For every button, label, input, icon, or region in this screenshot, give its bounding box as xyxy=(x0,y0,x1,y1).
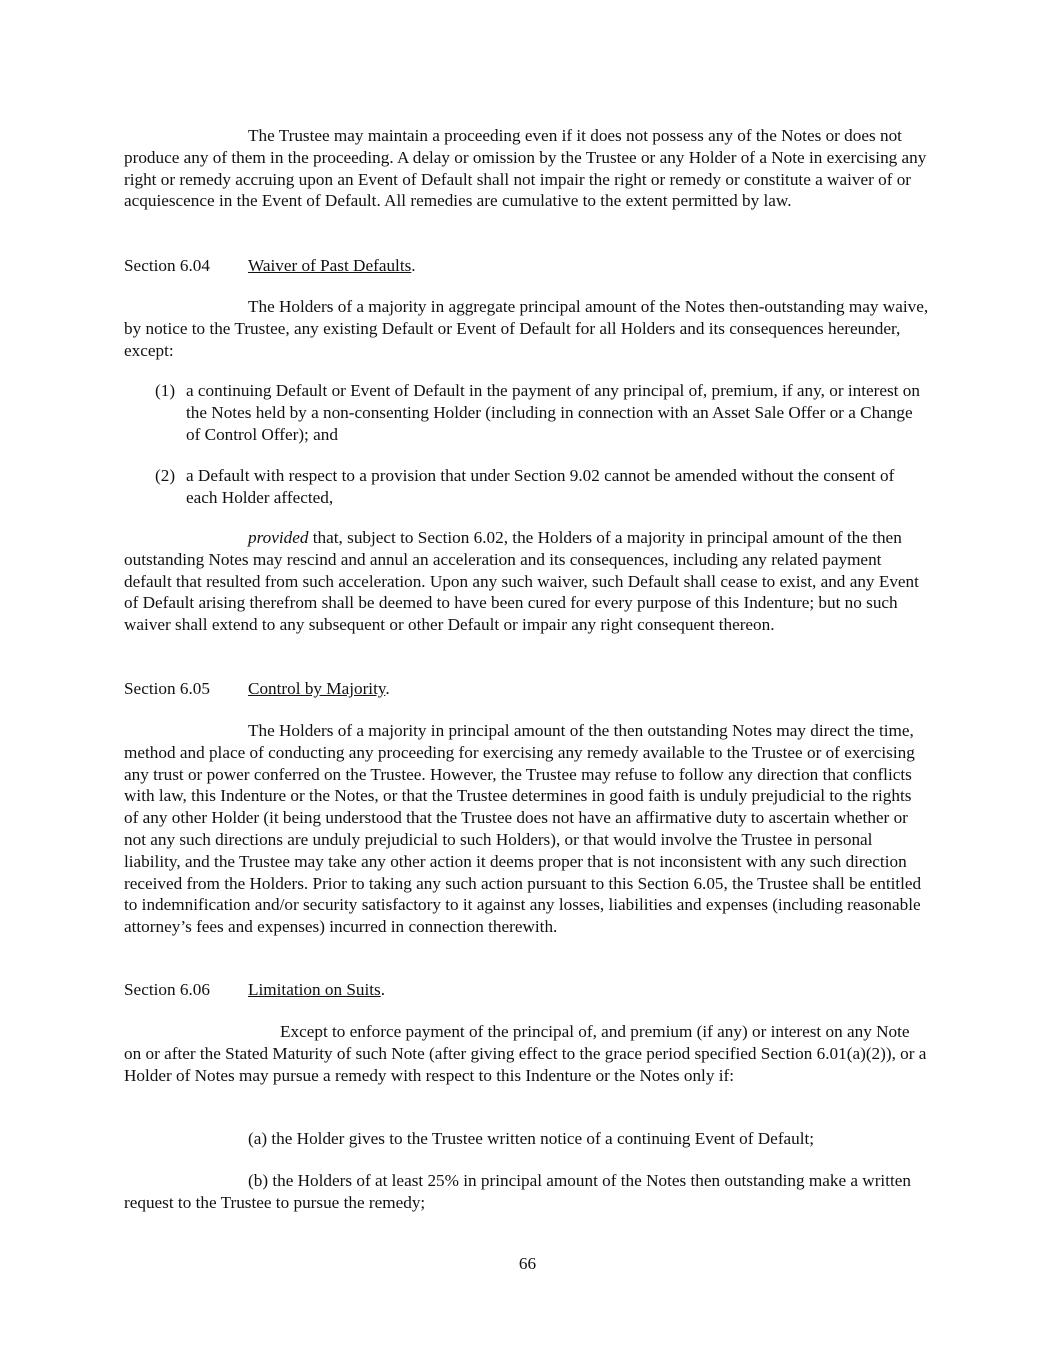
list-marker: (2) xyxy=(155,466,176,485)
section-title: Limitation on Suits xyxy=(248,980,381,999)
paragraph-control-body: The Holders of a majority in principal amount of the then outstanding Notes may direct the time, method and place of conducting any proceeding for exercising any remedy available to the Trustee or of exercising any trust or power conferred on the Trustee. However, the Trustee may refuse to follow any direction that conflicts with law, this Indenture or the Notes, or that the Trustee determines in good faith is unduly prejudicial to the rights of any other Holder (it being understood that the Trustee does not have an affirmative duty to ascertain whether or not any such directions are unduly prejudicial to such Holders), or that would involve the Trustee in personal liability, and the Trustee may take any other action it deems proper that is not inconsistent with any such direction received from the Holders. Prior to taking any such action pursuant to this Section 6.05, the Trustee shall be entitled to indemnification and/or security satisfactory to it against any losses, liabilities and expenses (including reasonable attorney’s fees and expenses) incurred in connection therewith. xyxy=(124,721,922,937)
paragraph-trustee-proceeding: The Trustee may maintain a proceeding even if it does not possess any of the Notes or does not produce any of them in the proceeding. A delay or omission by the Trustee or any Holder of a Note in exercising any right or remedy accruing upon an Event of Default shall not impair the right or remedy or constitute a waiver of or acquiescence in the Event of Default. All remedies are cumulative to the extent permitted by law. xyxy=(124,126,927,211)
exception-item-2 xyxy=(155,465,925,509)
paragraph-waiver-body: The Holders of a majority in aggregate principal amount of the Notes then-outstanding may waive, by notice to the Trustee, any existing Default or Event of Default for all Holders and its consequences hereunder, except: xyxy=(124,297,929,360)
list-marker: (1) xyxy=(155,381,176,400)
section-6-04-heading xyxy=(124,255,416,277)
section-period: . xyxy=(380,980,386,999)
page-number: 66 xyxy=(518,1254,537,1273)
condition-item-a: (a) the Holder gives to the Trustee written notice of a continuing Event of Default; xyxy=(248,1129,815,1148)
section-number: Section 6.06 xyxy=(124,980,210,999)
section-number: Section 6.04 xyxy=(124,256,210,275)
section-number: Section 6.05 xyxy=(124,679,210,698)
list-item-text: a Default with respect to a provision that under Section 9.02 cannot be amended without the consent of each Holder affected, xyxy=(186,466,895,507)
section-6-06-heading xyxy=(124,979,385,1001)
proviso-text: that, subject to Section 6.02, the Holders of a majority in principal amount of the then outstanding Notes may rescind and annul an acceleration and its consequences, including any related payment default that resulted from such acceleration. Upon any such waiver, such Default shall cease to exist, and any Event of Default arising therefrom shall be deemed to have been cured for every purpose of this Indenture; but no such waiver shall extend to any subsequent or other Default or impair any right consequent thereon. xyxy=(124,528,919,635)
section-6-05-heading xyxy=(124,678,390,700)
paragraph-proviso xyxy=(124,527,930,636)
condition-item-b: (b) the Holders of at least 25% in principal amount of the Notes then outstanding make a written request to the Trustee to pursue the remedy; xyxy=(124,1171,911,1212)
section-title: Control by Majority xyxy=(248,679,386,698)
proviso-word: provided xyxy=(248,528,309,547)
section-period: . xyxy=(411,256,416,275)
section-title: Waiver of Past Defaults xyxy=(248,256,412,275)
section-period: . xyxy=(385,679,390,698)
exception-item-1 xyxy=(155,380,925,445)
paragraph-suits-body: Except to enforce payment of the principal of, and premium (if any) or interest on any Note on or after the Stated Maturity of such Note (after giving effect to the grace period specified Section 6.01(a)(2)), or a Holder of Notes may pursue a remedy with respect to this Indenture or the Notes only if: xyxy=(124,1022,927,1085)
list-item-text: a continuing Default or Event of Default in the payment of any principal of, premium, if any, or interest on the Notes held by a non-consenting Holder (including in connection with an Asset Sale Offer or a Change of Control Offer); and xyxy=(186,381,920,444)
